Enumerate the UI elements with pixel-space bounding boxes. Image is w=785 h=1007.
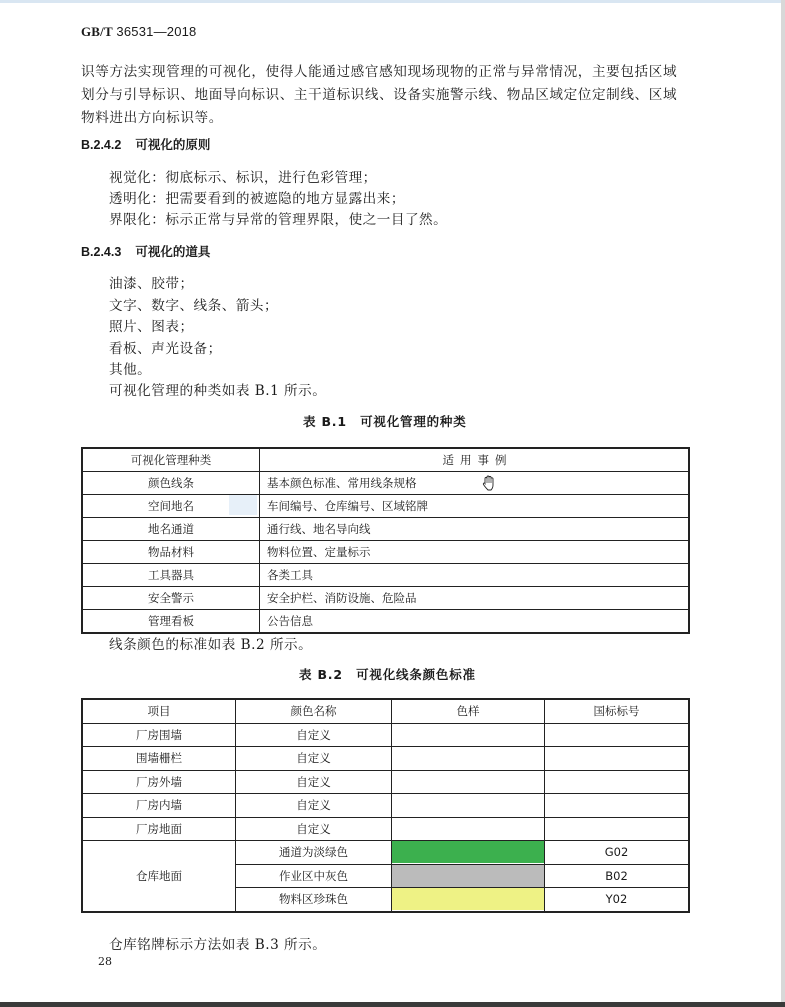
- table-row: [82, 610, 689, 634]
- code-cell: [545, 770, 690, 794]
- tool-item: 油漆、胶带；: [109, 276, 194, 292]
- standard-number: 36531—2018: [116, 24, 197, 39]
- section-heading-b242: [81, 135, 210, 153]
- category-cell: 管理看板: [82, 610, 260, 634]
- table-row: [82, 817, 689, 841]
- color-name-cell: 自定义: [236, 770, 392, 794]
- category-cell: 安全警示: [82, 587, 260, 610]
- column-header: 国标标号: [545, 699, 690, 723]
- category-cell: 地名通道: [82, 518, 260, 541]
- section-number: B.2.4.3: [81, 245, 122, 259]
- swatch-cell: [392, 841, 545, 865]
- example-cell: 公告信息: [260, 610, 690, 634]
- example-cell: 物料位置、定量标示: [260, 541, 690, 564]
- table-row: [82, 541, 689, 564]
- item-cell: 厂房外墙: [82, 770, 236, 794]
- window-top-edge: [0, 0, 785, 3]
- table-reference-b3: 仓库铭牌标示方法如表 B.3 所示。: [109, 937, 327, 953]
- code-cell: [545, 817, 690, 841]
- color-name-cell: 自定义: [236, 747, 392, 771]
- color-name-cell: 通道为淡绿色: [236, 841, 392, 865]
- swatch-cell: [392, 747, 545, 771]
- section-title: 可视化的原则: [135, 137, 211, 152]
- code-cell: [545, 747, 690, 771]
- table-b2-caption: 表 B.2 可视化线条颜色标准: [299, 667, 476, 682]
- selection-highlight: [229, 495, 257, 515]
- color-swatch-yellow: [392, 888, 544, 910]
- item-cell: 厂房围墙: [82, 723, 236, 747]
- swatch-cell: [392, 723, 545, 747]
- swatch-cell: [392, 794, 545, 818]
- table-row: [82, 723, 689, 747]
- section-title: 可视化的道具: [135, 244, 211, 259]
- principle-item: 透明化：把需要看到的被遮隐的地方显露出来；: [109, 191, 405, 207]
- category-cell: 物品材料: [82, 541, 260, 564]
- table-row: [82, 747, 689, 771]
- table-b1-caption: 表 B.1 可视化管理的种类: [303, 414, 467, 429]
- code-cell: [545, 794, 690, 818]
- table-reference-b1: 可视化管理的种类如表 B.1 所示。: [109, 383, 327, 399]
- column-header: 颜色名称: [236, 699, 392, 723]
- standard-code: GB/T: [81, 24, 113, 39]
- tool-item: 其他。: [109, 362, 152, 378]
- swatch-cell: [392, 888, 545, 912]
- code-cell: B02: [545, 864, 690, 888]
- code-cell: G02: [545, 841, 690, 865]
- item-cell-merged: 仓库地面: [82, 841, 236, 912]
- tool-item: 看板、声光设备；: [109, 341, 222, 357]
- color-name-cell: 自定义: [236, 817, 392, 841]
- example-cell: 车间编号、仓库编号、区域铭牌: [260, 495, 690, 518]
- document-header: [81, 24, 197, 40]
- table-reference-b2: 线条颜色的标准如表 B.2 所示。: [109, 637, 313, 653]
- table-b1: [81, 447, 690, 634]
- example-cell: 各类工具: [260, 564, 690, 587]
- example-cell: 基本颜色标准、常用线条规格: [260, 472, 690, 495]
- item-cell: 围墙栅栏: [82, 747, 236, 771]
- color-name-cell: 作业区中灰色: [236, 864, 392, 888]
- category-cell: 工具器具: [82, 564, 260, 587]
- vertical-scrollbar[interactable]: [781, 0, 785, 1002]
- table-b2: [81, 698, 690, 913]
- color-name-cell: 物料区珍珠色: [236, 888, 392, 912]
- example-cell: 通行线、地名导向线: [260, 518, 690, 541]
- intro-paragraph: 识等方法实现管理的可视化，使得人能通过感官感知现场现物的正常与异常情况，主要包括区域划分与引导标识、地面导向标识、主干道标识线、设备实施警示线、物品区域定位定制线、区域物料进出方向标识等。: [81, 64, 678, 126]
- table-header-row: [82, 448, 689, 472]
- item-cell: 厂房地面: [82, 817, 236, 841]
- column-header: 色样: [392, 699, 545, 723]
- code-cell: Y02: [545, 888, 690, 912]
- example-cell: 安全护栏、消防设施、危险品: [260, 587, 690, 610]
- column-header: 项目: [82, 699, 236, 723]
- category-cell: 颜色线条: [82, 472, 260, 495]
- table-row: [82, 518, 689, 541]
- color-swatch-green: [392, 841, 544, 863]
- table-row: [82, 841, 689, 865]
- table-row: [82, 587, 689, 610]
- principle-item: 视觉化：彻底标示、标识，进行色彩管理；: [109, 170, 377, 186]
- section-number: B.2.4.2: [81, 138, 122, 152]
- tool-item: 文字、数字、线条、箭头；: [109, 298, 279, 314]
- color-swatch-gray: [392, 865, 544, 887]
- section-heading-b243: [81, 242, 210, 260]
- window-bottom-edge: [0, 1002, 785, 1007]
- hand-pointer-icon: [480, 474, 500, 494]
- tool-item: 照片、图表；: [109, 319, 194, 335]
- table-row: [82, 472, 689, 495]
- column-header: 适用事例: [260, 448, 690, 472]
- principle-item: 界限化：标示正常与异常的管理界限，使之一目了然。: [109, 212, 448, 228]
- table-row: [82, 794, 689, 818]
- code-cell: [545, 723, 690, 747]
- column-header: 可视化管理种类: [82, 448, 260, 472]
- swatch-cell: [392, 770, 545, 794]
- table-row: [82, 495, 689, 518]
- color-name-cell: 自定义: [236, 723, 392, 747]
- table-row: [82, 770, 689, 794]
- color-name-cell: 自定义: [236, 794, 392, 818]
- table-row: [82, 564, 689, 587]
- page-number: 28: [98, 955, 112, 968]
- swatch-cell: [392, 864, 545, 888]
- item-cell: 厂房内墙: [82, 794, 236, 818]
- swatch-cell: [392, 817, 545, 841]
- table-header-row: [82, 699, 689, 723]
- category-cell: 空间地名: [82, 495, 260, 518]
